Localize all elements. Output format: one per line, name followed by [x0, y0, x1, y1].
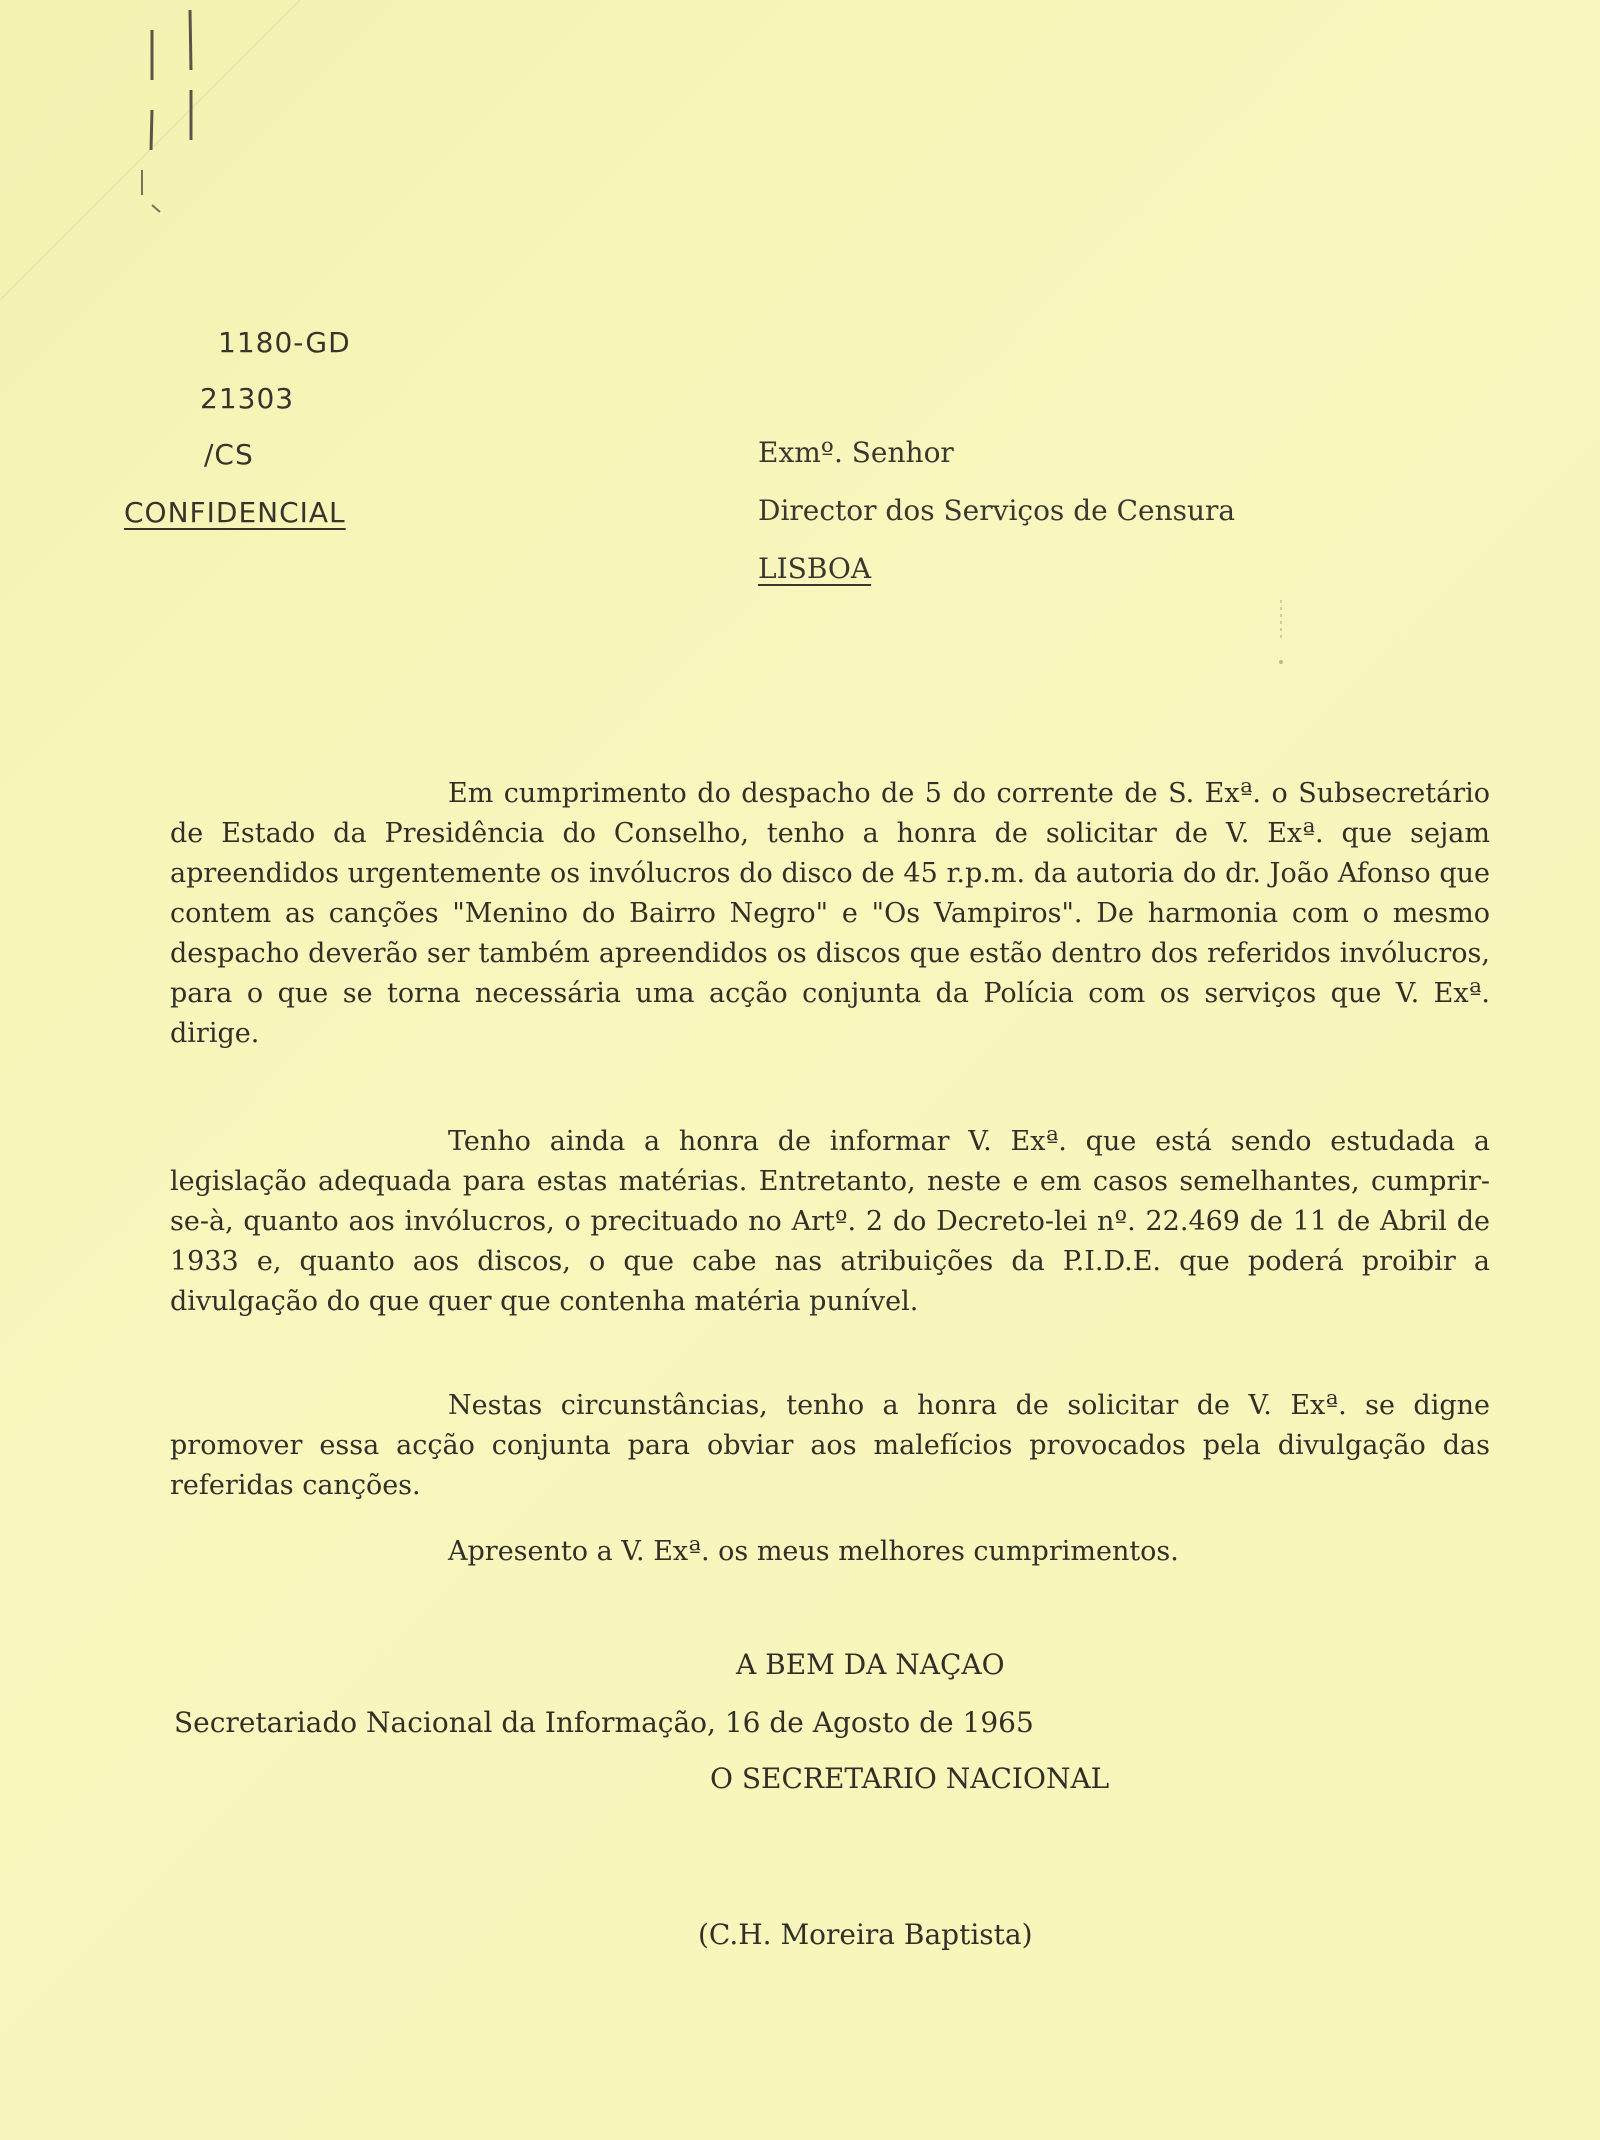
- reference-code: 1180-GD: [218, 326, 351, 359]
- body-paragraph-3: Nestas circunstâncias, tenho a honra de solicitar de V. Exª. se digne promover essa acção conjunta para obviar aos malefícios provocados pela divulgação das referidas canções.: [170, 1390, 1490, 1501]
- recipient-title: Director dos Serviços de Censura: [758, 494, 1236, 527]
- signatory-name: (C.H. Moreira Baptista): [698, 1918, 1033, 1951]
- recipient-city: LISBOA: [758, 552, 872, 585]
- reference-number: 21303: [200, 382, 295, 415]
- closing-place-date: Secretariado Nacional da Informação, 16 de Agosto de 1965: [174, 1706, 1034, 1739]
- body-paragraph-2: Tenho ainda a honra de informar V. Exª. que está sendo estudada a legislação adequada para estas matérias. Entretanto, neste e em casos semelhantes, cumprir-se-à, quanto aos invólucros, o precituado no Artº. 2 do Decreto-lei nº. 22.469 de 11 de Abril de 1933 e, quanto aos discos, o que cabe nas atribuições da P.I.D.E. que poderá proibir a divulgação do que quer que contenha matéria punível.: [170, 1126, 1490, 1317]
- reference-suffix: /CS: [204, 438, 254, 471]
- body-paragraph-1: Em cumprimento do despacho de 5 do corrente de S. Exª. o Subsecretário de Estado da Presidência do Conselho, tenho a honra de solicitar de V. Exª. que sejam apreendidos urgentemente os invólucros do disco de 45 r.p.m. da autoria do dr. João Afonso que contem as canções "Menino do Bairro Negro" e "Os Vampiros". De harmonia com o mesmo despacho deverão ser também apreendidos os discos que estão dentro dos referidos invólucros, para o que se torna necessária uma acção conjunta da Polícia com os serviços que V. Exª. dirige.: [170, 778, 1490, 1049]
- margin-punch-marks: [130, 0, 210, 220]
- signatory-title: O SECRETARIO NACIONAL: [710, 1762, 1110, 1795]
- body-paragraph-4: Apresento a V. Exª. os meus melhores cumprimentos.: [448, 1536, 1179, 1567]
- recipient-salutation: Exmº. Senhor: [758, 436, 954, 469]
- closing-motto: A BEM DA NAÇAO: [736, 1648, 1005, 1681]
- classification-label: CONFIDENCIAL: [124, 496, 346, 529]
- ink-smudge: [1278, 600, 1284, 670]
